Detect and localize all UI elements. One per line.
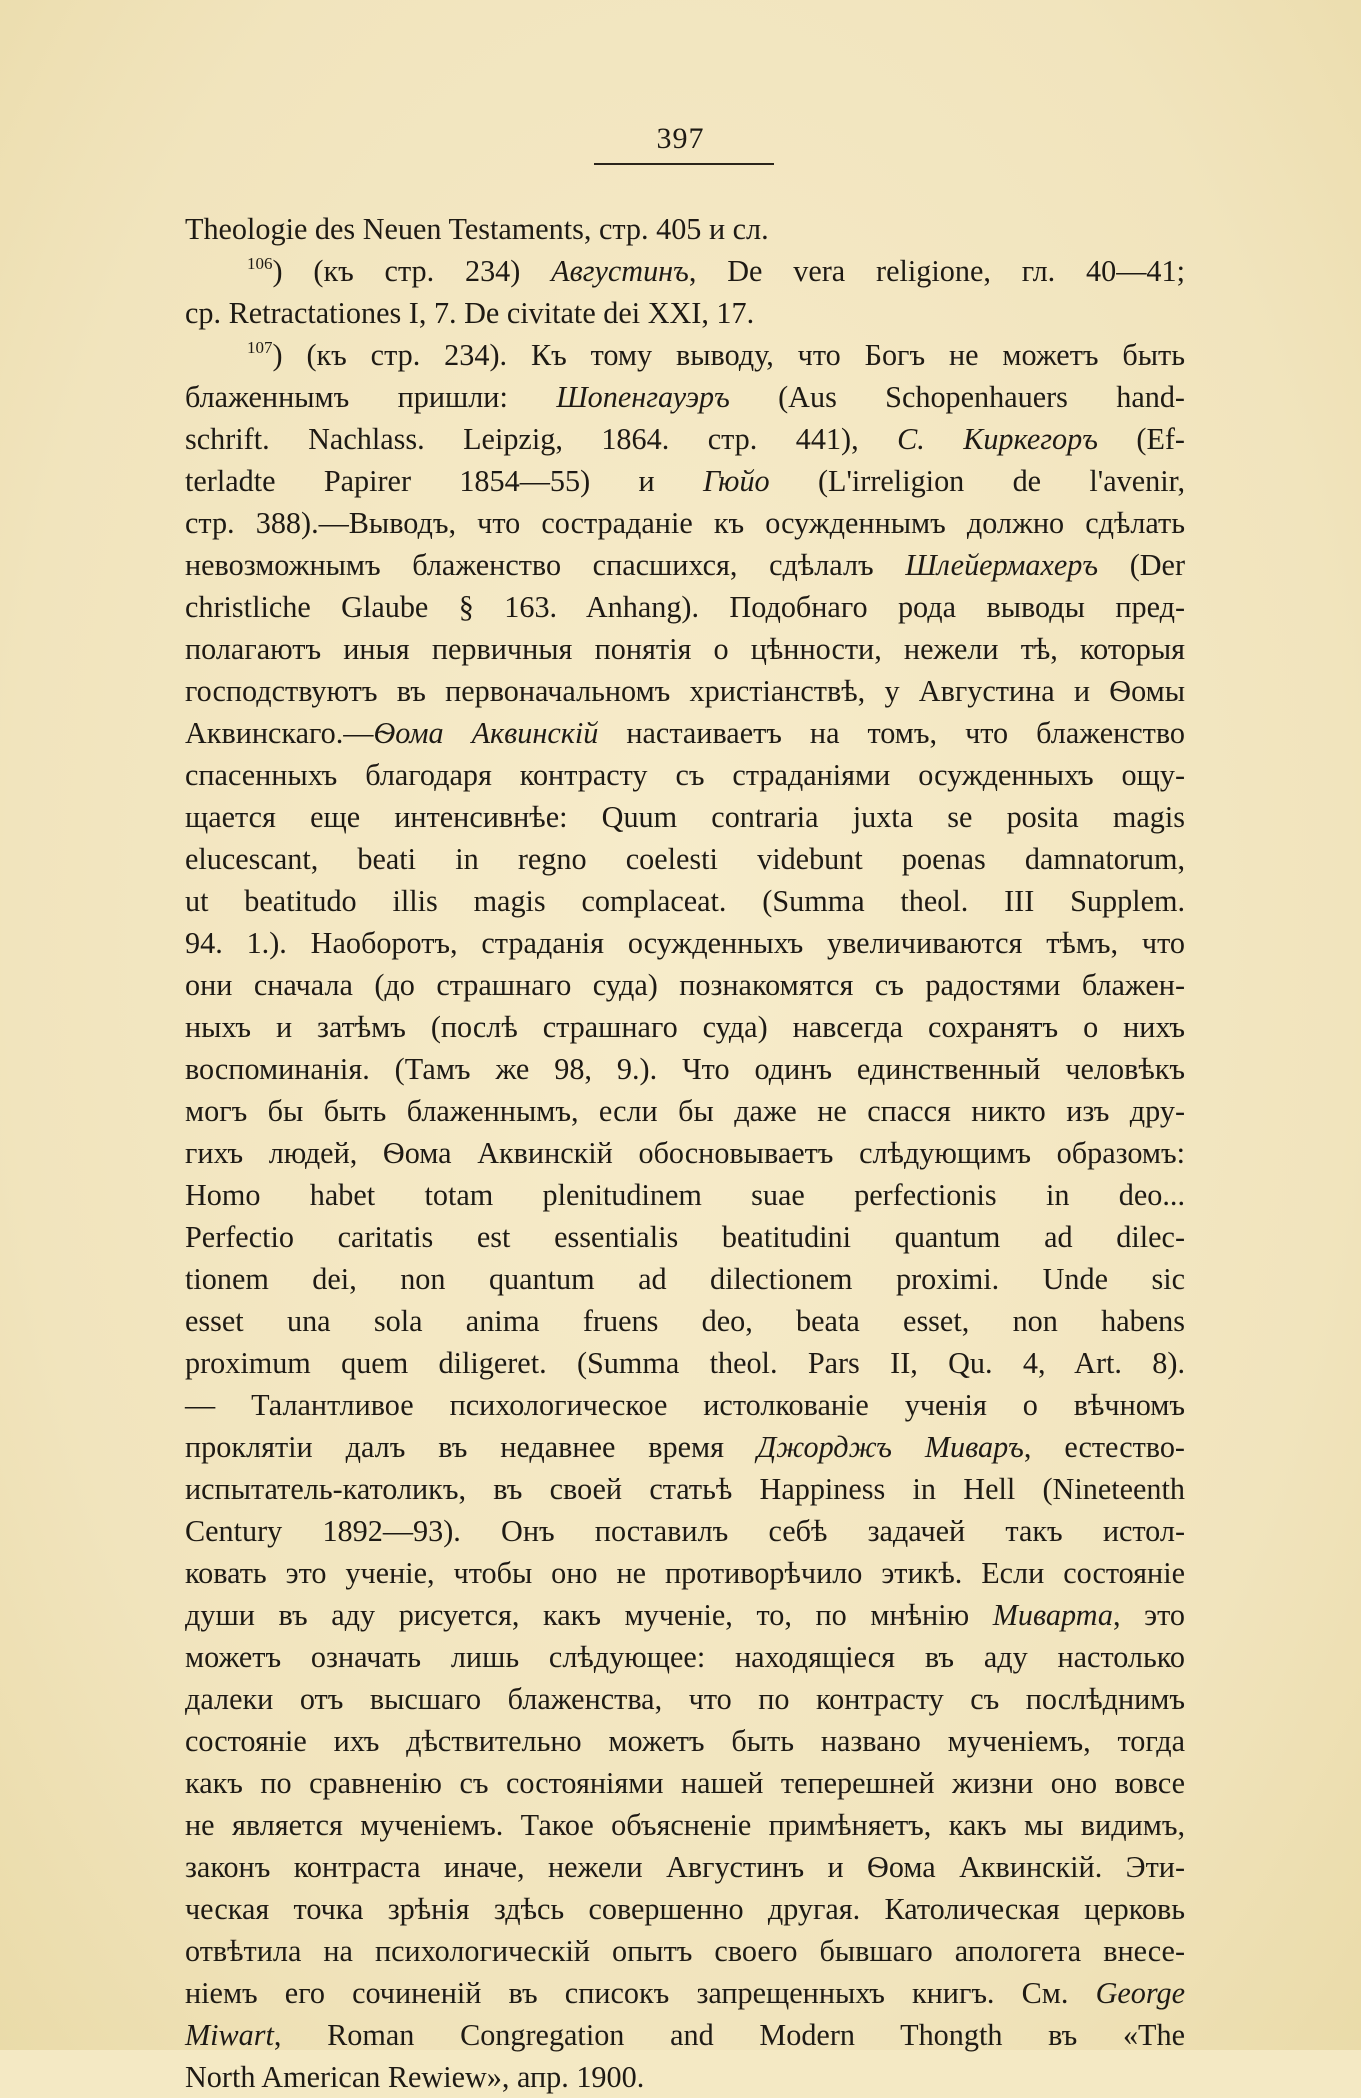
text-run: Perfectio caritatis est essentialis beatitudini quantum ad dilec- (185, 1220, 1185, 1254)
text-run: испытатель-католикъ, въ своей статьѣ Happiness in Hell (Nineteenth (185, 1472, 1185, 1506)
text-line (185, 670, 1185, 712)
text-line (185, 1216, 1185, 1258)
emphasized-name: Миварта (992, 1598, 1113, 1632)
text-run: можетъ означать лишь слѣдующее: находящіеся въ аду настолько (185, 1640, 1185, 1674)
text-line (185, 586, 1185, 628)
text-run: — Талантливое психологическое истолкованіе ученія о вѣчномъ (185, 1388, 1185, 1422)
text-run: невозможнымъ блаженство спасшихся, сдѣлалъ (185, 548, 906, 582)
text-line (185, 1678, 1185, 1720)
text-line (185, 754, 1185, 796)
text-line (185, 628, 1185, 670)
footnote-number: 107 (247, 338, 273, 357)
emphasized-name: Гюйо (702, 464, 770, 498)
text-line (185, 838, 1185, 880)
text-run: ныхъ и затѣмъ (послѣ страшнаго суда) навсегда сохранятъ о нихъ (185, 1010, 1185, 1044)
text-run: воспоминанія. (Тамъ же 98, 9.). Что одинъ единственный человѣкъ (185, 1052, 1185, 1086)
page-number: 397 (656, 122, 705, 155)
text-line (185, 712, 1185, 754)
text-run: (Aus Schopenhauers hand- (729, 380, 1185, 414)
text-line (185, 1930, 1185, 1972)
text-run: tionem dei, non quantum ad dilectionem proximi. Unde sic (185, 1262, 1185, 1296)
text-line (185, 502, 1185, 544)
text-run: настаиваетъ на томъ, что блаженство (598, 716, 1185, 750)
emphasized-name: Шопенгауэръ (556, 380, 730, 414)
text-line (185, 1006, 1185, 1048)
emphasized-name: Августинъ (551, 254, 689, 288)
emphasized-name: Шлейермахеръ (905, 548, 1099, 582)
text-line (185, 1804, 1185, 1846)
footnote-number: 106 (247, 254, 273, 273)
text-run: ческая точка зрѣнія здѣсь совершенно другая. Католическая церковь (185, 1892, 1185, 1926)
text-run: christliche Glaube § 163. Anhang). Подобнаго рода выводы пред- (185, 590, 1185, 624)
text-run: могъ бы быть блаженнымъ, если бы даже не спасся никто изъ дру- (185, 1094, 1185, 1128)
text-run: спасенныхъ благодаря контрасту съ страданіями осужденныхъ ощу- (185, 758, 1185, 792)
text-run: elucescant, beati in regno coelesti videbunt poenas damnatorum, (185, 842, 1185, 876)
text-run: schrift. Nachlass. Leipzig, 1864. стр. 441), (185, 422, 898, 456)
text-line (185, 460, 1185, 502)
text-run: ut beatitudo illis magis complaceat. (Summa theol. III Supplem. (185, 884, 1185, 918)
text-line (185, 1594, 1185, 1636)
text-line (185, 544, 1185, 586)
text-line (185, 1426, 1185, 1468)
text-line (185, 880, 1185, 922)
text-line (185, 1090, 1185, 1132)
text-run: , Roman Congregation and Modern Thongth въ «The (273, 2018, 1185, 2052)
emphasized-name: Джорджъ Миваръ (756, 1430, 1024, 1464)
page-header (0, 122, 1361, 162)
text-run: блаженнымъ пришли: (185, 380, 557, 414)
text-line (185, 208, 1185, 250)
text-run: Homo habet totam plenitudinem suae perfectionis in deo... (185, 1178, 1185, 1212)
text-run: ) (къ стр. 234). Къ тому выводу, что Богъ не можетъ быть (272, 338, 1185, 372)
text-line (185, 1132, 1185, 1174)
text-run: щается еще интенсивнѣе: Quum contraria juxta se posita magis (185, 800, 1185, 834)
text-line (185, 2056, 1185, 2098)
text-run: полагаютъ иныя первичныя понятія о цѣнности, нежели тѣ, которыя (185, 632, 1185, 666)
text-line (185, 376, 1185, 418)
text-run: , De vera religione, гл. 40—41; (688, 254, 1185, 288)
text-run: proximum quem diligeret. (Summa theol. Pars II, Qu. 4, Art. 8). (185, 1346, 1185, 1380)
text-run: (L'irreligion de l'avenir, (769, 464, 1185, 498)
text-line (185, 922, 1185, 964)
text-line (185, 964, 1185, 1006)
text-line (185, 292, 1185, 334)
text-line (185, 1468, 1185, 1510)
header-rule (594, 163, 774, 165)
text-run: ніемъ его сочиненій въ списокъ запрещенныхъ книгъ. См. (185, 1976, 1096, 2010)
emphasized-name: George (1095, 1976, 1185, 2010)
text-run: (Der (1098, 548, 1185, 582)
text-run: North American Rewiew», апр. 1900. (185, 2060, 645, 2094)
text-run: Century 1892—93). Онъ поставилъ себѣ задачей такъ истол- (185, 1514, 1185, 1548)
text-line (185, 1636, 1185, 1678)
text-run: проклятіи далъ въ недавнее время (185, 1430, 757, 1464)
text-line (185, 1972, 1185, 2014)
text-run: ковать это ученіе, чтобы оно не противорѣчило этикѣ. Если состояніе (185, 1556, 1185, 1590)
text-run: не является мученіемъ. Такое объясненіе примѣняетъ, какъ мы видимъ, (185, 1808, 1185, 1842)
text-run: ) (къ стр. 234) (272, 254, 552, 288)
endnotes-text (185, 208, 1185, 2098)
text-run: (Ef- (1097, 422, 1185, 456)
text-run: души въ аду рисуется, какъ мученіе, то, по мнѣнію (185, 1598, 993, 1632)
text-line (185, 1846, 1185, 1888)
text-line (185, 1048, 1185, 1090)
text-run: , это (1112, 1598, 1185, 1632)
text-line (185, 334, 1185, 376)
text-run: ср. Retractationes I, 7. De civitate dei XXI, 17. (185, 296, 755, 330)
text-line (185, 1510, 1185, 1552)
text-line (185, 1384, 1185, 1426)
text-line (185, 418, 1185, 460)
text-run: , естество- (1023, 1430, 1185, 1464)
text-run: они сначала (до страшнаго суда) познакомятся съ радостями блажен- (185, 968, 1185, 1002)
text-line (185, 1720, 1185, 1762)
text-run: 94. 1.). Наоборотъ, страданія осужденныхъ увеличиваются тѣмъ, что (185, 926, 1185, 960)
text-run: стр. 388).—Выводъ, что состраданіе къ осужденнымъ должно сдѣлать (185, 506, 1185, 540)
text-run: гихъ людей, Ѳома Аквинскій обосновываетъ слѣдующимъ образомъ: (185, 1136, 1185, 1170)
text-run: господствуютъ въ первоначальномъ христіанствѣ, у Августина и Ѳомы (185, 674, 1185, 708)
text-run: далеки отъ высшаго блаженства, что по контрасту съ послѣднимъ (185, 1682, 1185, 1716)
text-line (185, 1174, 1185, 1216)
text-run: Аквинскаго.— (185, 716, 374, 750)
text-line (185, 250, 1185, 292)
text-run: состояніе ихъ дѣствительно можетъ быть названо мученіемъ, тогда (185, 1724, 1185, 1758)
emphasized-name: Ѳома Аквинскій (373, 716, 599, 750)
text-line (185, 1888, 1185, 1930)
emphasized-name: Miwart (185, 2018, 274, 2052)
text-run: законъ контраста иначе, нежели Августинъ и Ѳома Аквинскій. Эти- (185, 1850, 1185, 1884)
text-line (185, 1552, 1185, 1594)
text-run: esset una sola anima fruens deo, beata esset, non habens (185, 1304, 1185, 1338)
text-line (185, 1762, 1185, 1804)
text-run: какъ по сравненію съ состояніями нашей теперешней жизни оно вовсе (185, 1766, 1185, 1800)
text-line (185, 1258, 1185, 1300)
text-run: terladte Papirer 1854—55) и (185, 464, 703, 498)
emphasized-name: С. Киркегоръ (897, 422, 1098, 456)
text-run: Theologie des Neuen Testaments, стр. 405 и сл. (185, 212, 769, 246)
text-run: отвѣтила на психологическій опытъ своего бывшаго апологета внесе- (185, 1934, 1185, 1968)
text-line (185, 796, 1185, 838)
text-line (185, 1300, 1185, 1342)
text-line (185, 1342, 1185, 1384)
